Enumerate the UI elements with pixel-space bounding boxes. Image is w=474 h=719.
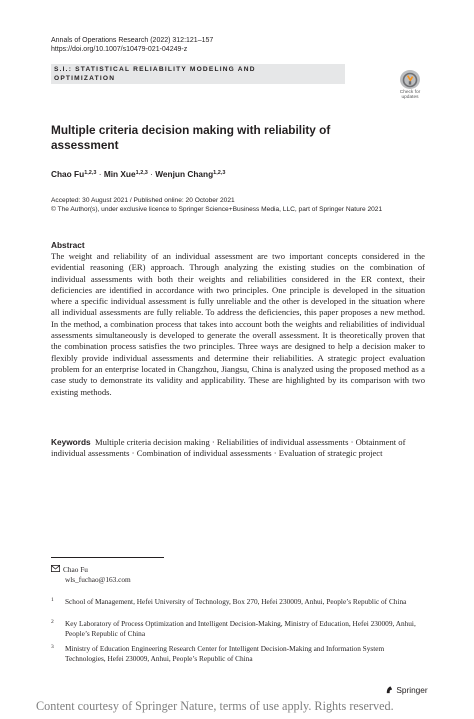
journal-header: [51, 36, 213, 54]
check-updates-line2: updates: [401, 95, 419, 100]
footnote-text: School of Management, Hefei University of Technology, Box 270, Hefei 230009, Anhui, People’s Republic of China: [65, 597, 407, 606]
springer-horse-icon: [385, 685, 394, 694]
footnote-number: 3: [51, 644, 54, 650]
envelope-icon: [51, 565, 63, 575]
special-issue-banner: [51, 64, 345, 84]
keywords-heading: Keywords: [51, 437, 91, 447]
footnote-text: Key Laboratory of Process Optimization and Intelligent Decision-Making, Ministry of Education, Hefei 230009, Anhui, People’s Republic of China: [65, 619, 416, 638]
correspondence-block: [51, 565, 131, 584]
author-name[interactable]: Min Xue: [103, 169, 136, 179]
check-for-updates-button[interactable]: [392, 70, 428, 100]
affiliation-footnote: [51, 597, 425, 607]
author-name[interactable]: Wenjun Chang: [155, 169, 214, 179]
check-updates-icon: [400, 70, 420, 89]
publisher-name: Springer: [396, 685, 428, 695]
special-issue-line2: OPTIMIZATION: [54, 75, 116, 82]
corresponding-author-email[interactable]: wls_fuchao@163.com: [65, 574, 131, 584]
courtesy-footer: Content courtesy of Springer Nature, terms of use apply. Rights reserved.: [36, 699, 394, 713]
keywords-block: [51, 437, 425, 460]
affiliation-footnote: [51, 619, 425, 638]
check-updates-line1: Check for: [399, 90, 421, 95]
author-list: [51, 168, 225, 180]
author-separator: ·: [98, 169, 102, 179]
springer-logo: [385, 685, 428, 695]
abstract-text: The weight and reliability of an individual assessment are two important concepts considered in the evidential reasoning (ER) approach. Through analyzing the existing studies on the combination of individual assessments with both their weights and reliabilities considered in the ER context, their deficiencies are identified in accordance with two principles. One principle is developed in the situation where a specific individual assessment is fully unreliable and the other is developed in the situation where all individual assessments are fully reliable. To address the deficiencies, this paper proposes a new method. In the method, a combination process that takes into account both the weights and reliabilities of individual assessments simultaneously is developed to generate the overall assessment. It is theoretically proven that the combination process satisfies the two principles. Three ways are designed to help a decision maker to flexibly provide individual assessments and determine their reliabilities. A strategic project evaluation problem for an enterprise located in Changzhou, Jiangsu, China is analyzed using the proposed method as a case study to demonstrate its validity and applicability. These are highlighted by its comparison with two existing methods.: [51, 251, 425, 397]
author-name[interactable]: Chao Fu: [51, 169, 85, 179]
footnote-number: 2: [51, 619, 54, 625]
author-separator: ·: [150, 169, 153, 179]
author-affiliation: 1,2,3: [84, 170, 97, 176]
author-affiliation: 1,2,3: [135, 170, 148, 176]
doi-link[interactable]: https://doi.org/10.1007/s10479-021-04249-z: [51, 46, 188, 53]
journal-citation: Annals of Operations Research (2022) 312:121–157: [51, 37, 214, 44]
publication-dates: [51, 196, 382, 214]
article-title: Multiple criteria decision making with reliability of assessment: [51, 123, 331, 152]
special-issue-line1: S.I.: STATISTICAL RELIABILITY MODELING AND: [54, 66, 256, 73]
footnote-text: Ministry of Education Engineering Research Center for Intelligent Decision-Making and Information System Technologies, Hefei 230009, Anhui, People’s Republic of China: [65, 644, 385, 663]
copyright-notice: © The Author(s), under exclusive licence to Springer Science+Business Media, LLC, part of Springer Nature 2021: [51, 206, 383, 213]
footnote-divider: [51, 557, 164, 558]
keywords-text: Multiple criteria decision making · Reliabilities of individual assessments · Obtainment of individual assessments · Combination of individual assessments · Evaluation of strategic project: [51, 437, 406, 459]
abstract-heading: Abstract: [51, 240, 85, 250]
author-affiliation: 1,2,3: [213, 170, 226, 176]
accepted-published-dates: Accepted: 30 August 2021 / Published online: 20 October 2021: [51, 197, 235, 204]
affiliation-footnote: [51, 644, 425, 663]
corresponding-author-name: Chao Fu: [63, 565, 88, 574]
footnote-number: 1: [51, 597, 54, 603]
